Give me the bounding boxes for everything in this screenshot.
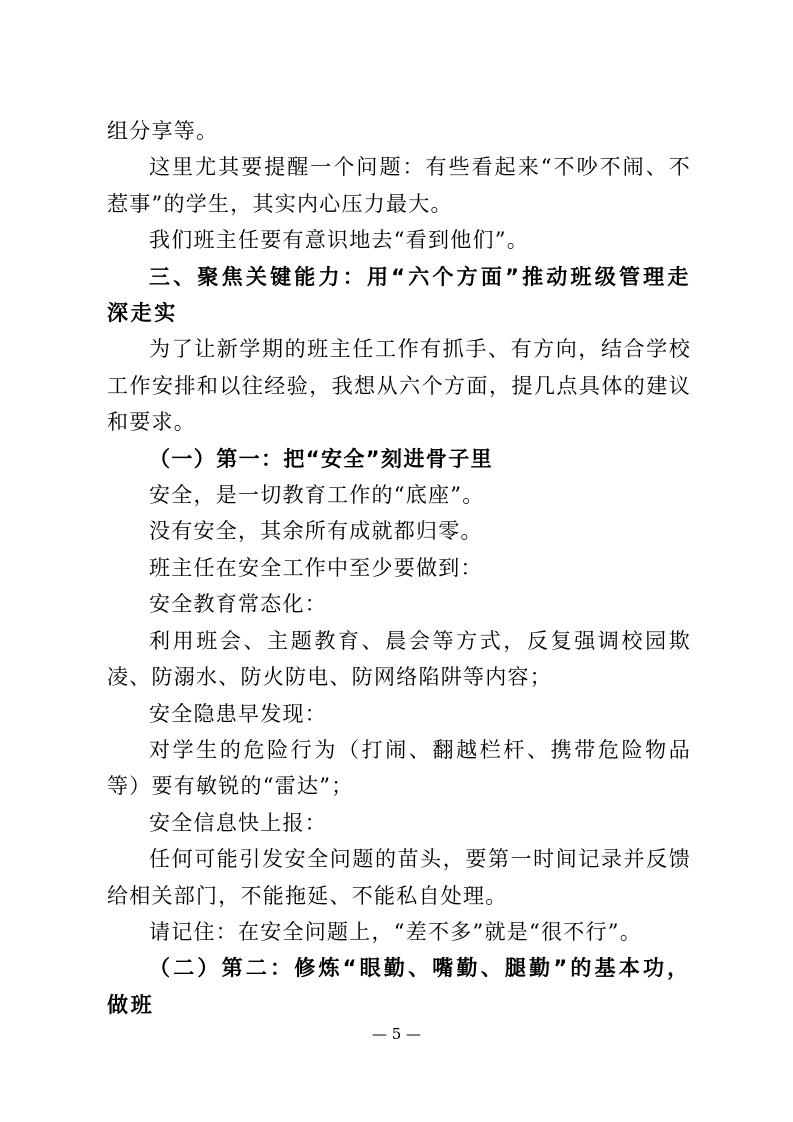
paragraph-hazard-title: 安全隐患早发现：: [149, 701, 327, 726]
page-number: — 5 —: [371, 1025, 422, 1043]
subheading-basic-skills: （二）第二：修炼“眼勤、嘴勤、腿勤”的基本功，做班: [107, 956, 691, 1017]
paragraph-report-body: 任何可能引发安全问题的苗头，要第一时间记录并反馈给相关部门，不能拖延、不能私自处理。: [107, 847, 691, 908]
paragraph-safety-zero: 没有安全，其余所有成就都归零。: [149, 519, 483, 544]
subheading-safety: （一）第一：把“安全”刻进骨子里: [149, 446, 494, 471]
document-body: [107, 113, 691, 1023]
paragraph-hazard-body: 对学生的危险行为（打闹、翻越栏杆、携带危险物品等）要有敏锐的“雷达”；: [107, 737, 691, 799]
paragraph-continuation: 组分享等。: [107, 119, 219, 143]
paragraph-safety-requirements: 班主任在安全工作中至少要做到：: [149, 555, 483, 580]
paragraph-see-them: 我们班主任要有意识地去“看到他们”。: [149, 228, 529, 253]
paragraph-report-title: 安全信息快上报：: [149, 810, 327, 835]
paragraph-remember: 请记住：在安全问题上，“差不多”就是“很不行”。: [149, 919, 642, 944]
paragraph-intro-six-aspects: 为了让新学期的班主任工作有抓手、有方向，结合学校工作安排和以往经验，我想从六个方面，提几点具体的建议和要求。: [107, 337, 691, 435]
paragraph-safety-education-body: 利用班会、主题教育、晨会等方式，反复强调校园欺凌、防溺水、防火防电、防网络陷阱等内容；: [107, 628, 691, 690]
paragraph-reminder: 这里尤其要提醒一个问题：有些看起来“不吵不闹、不惹事”的学生，其实内心压力最大。: [107, 155, 691, 216]
section-heading-3: 三、聚焦关键能力：用“六个方面”推动班级管理走深走实: [107, 264, 691, 326]
paragraph-safety-education-title: 安全教育常态化：: [149, 592, 327, 617]
paragraph-safety-base: 安全，是一切教育工作的“底座”。: [149, 483, 485, 508]
